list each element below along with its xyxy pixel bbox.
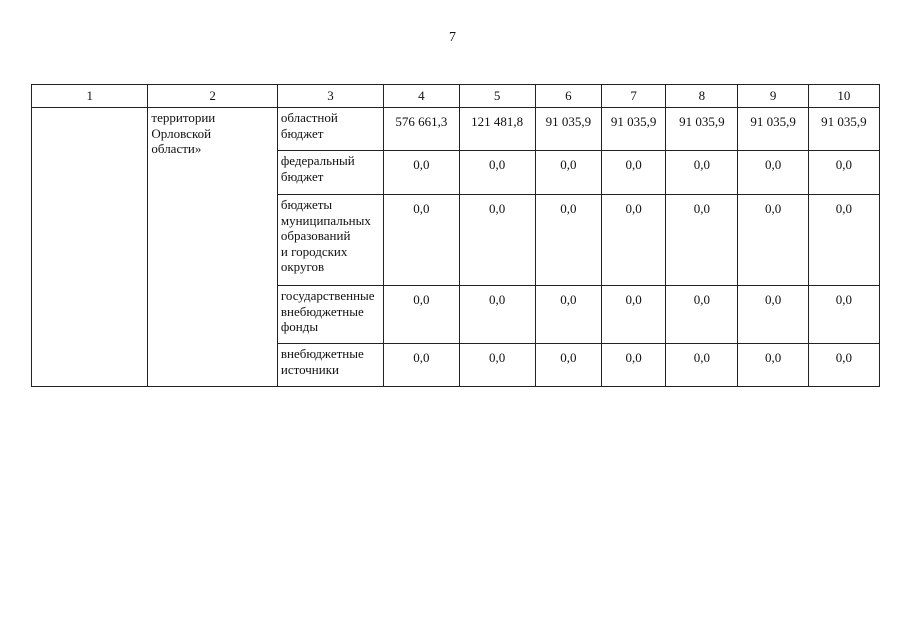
value-cell: 0,0 (459, 344, 535, 387)
value-cell: 91 035,9 (666, 108, 738, 151)
funding-source-cell: государственные внебюджетные фонды (277, 286, 383, 344)
column-header: 1 (32, 85, 148, 108)
value-cell: 0,0 (808, 344, 879, 387)
value-cell: 0,0 (384, 151, 459, 195)
column-header: 7 (601, 85, 665, 108)
value-cell: 0,0 (808, 151, 879, 195)
column-header: 10 (808, 85, 879, 108)
header-row (32, 85, 880, 108)
value-cell: 0,0 (666, 195, 738, 286)
funding-source-cell: областной бюджет (277, 108, 383, 151)
funding-source-cell: внебюджетные источники (277, 344, 383, 387)
value-cell: 0,0 (535, 286, 601, 344)
program-name-cell: территории Орловской области» (148, 108, 277, 387)
value-cell: 0,0 (808, 195, 879, 286)
funding-source-cell: бюджеты муниципальных образований и городских округов (277, 195, 383, 286)
column-header: 3 (277, 85, 383, 108)
value-cell: 0,0 (535, 151, 601, 195)
value-cell: 91 035,9 (601, 108, 665, 151)
column-header: 5 (459, 85, 535, 108)
value-cell: 0,0 (738, 286, 808, 344)
value-cell: 0,0 (601, 286, 665, 344)
value-cell: 0,0 (738, 151, 808, 195)
value-cell: 0,0 (738, 195, 808, 286)
page-number: 7 (449, 30, 456, 45)
value-cell: 576 661,3 (384, 108, 459, 151)
value-cell: 91 035,9 (738, 108, 808, 151)
value-cell: 0,0 (738, 344, 808, 387)
value-cell: 0,0 (666, 286, 738, 344)
column-header: 2 (148, 85, 277, 108)
value-cell: 91 035,9 (808, 108, 879, 151)
value-cell: 91 035,9 (535, 108, 601, 151)
value-cell: 0,0 (459, 195, 535, 286)
item-number-cell (32, 108, 148, 387)
value-cell: 121 481,8 (459, 108, 535, 151)
value-cell: 0,0 (601, 151, 665, 195)
value-cell: 0,0 (384, 195, 459, 286)
table-row (32, 108, 880, 151)
value-cell: 0,0 (666, 151, 738, 195)
value-cell: 0,0 (459, 151, 535, 195)
value-cell: 0,0 (601, 195, 665, 286)
value-cell: 0,0 (601, 344, 665, 387)
column-header: 6 (535, 85, 601, 108)
column-header: 8 (666, 85, 738, 108)
value-cell: 0,0 (535, 195, 601, 286)
funding-source-cell: федеральный бюджет (277, 151, 383, 195)
value-cell: 0,0 (535, 344, 601, 387)
value-cell: 0,0 (808, 286, 879, 344)
column-header: 4 (384, 85, 459, 108)
value-cell: 0,0 (459, 286, 535, 344)
value-cell: 0,0 (384, 286, 459, 344)
budget-table (31, 84, 880, 387)
value-cell: 0,0 (384, 344, 459, 387)
column-header: 9 (738, 85, 808, 108)
value-cell: 0,0 (666, 344, 738, 387)
